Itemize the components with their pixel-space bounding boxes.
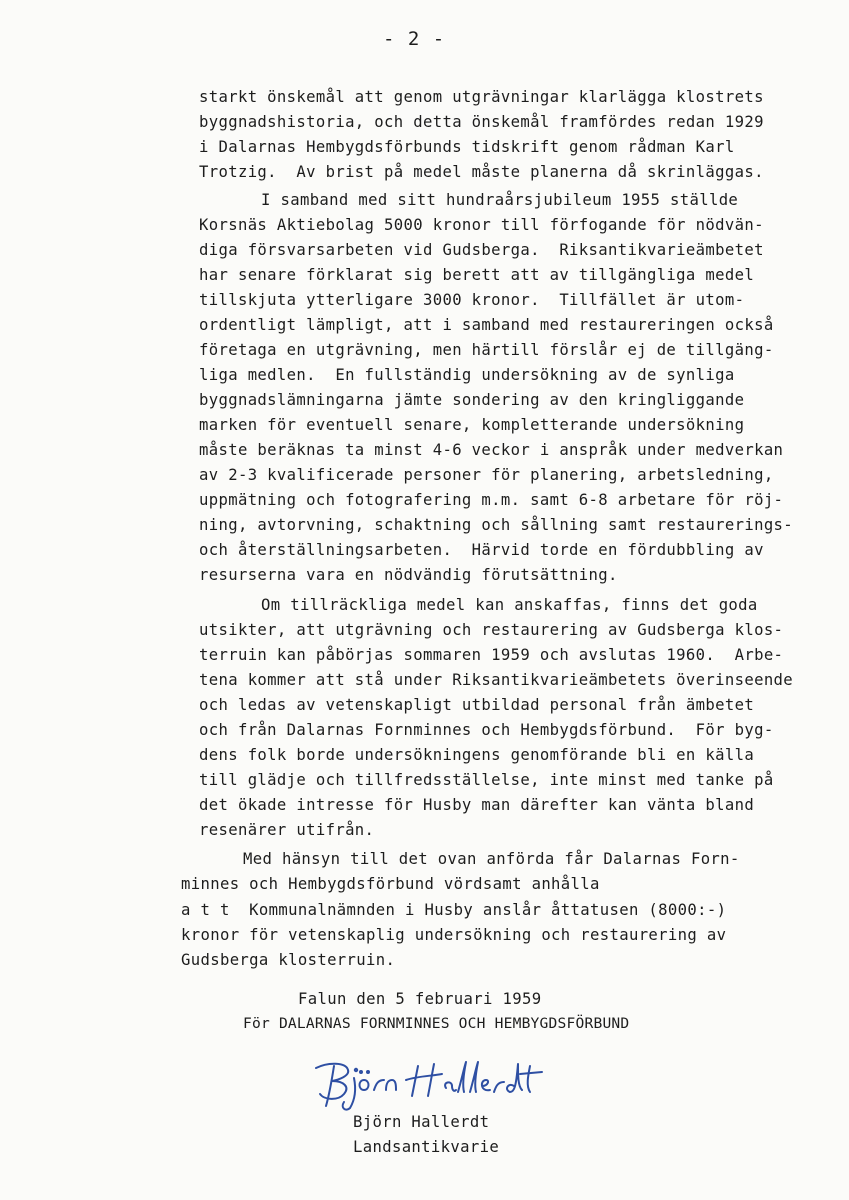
signer-name: Björn Hallerdt (353, 1113, 490, 1131)
body-line: byggnadslämningarna jämte sondering av den kringliggande (199, 391, 745, 409)
body-line: i Dalarnas Hembygdsförbunds tidskrift genom rådman Karl (199, 138, 735, 156)
body-line: till glädje och tillfredsställelse, inte minst med tanke på (199, 771, 774, 789)
signer-title: Landsantikvarie (353, 1138, 500, 1156)
body-line: dens folk borde undersökningens genomförande bli en källa (199, 746, 755, 764)
body-line: av 2-3 kvalificerade personer för planering, arbetsledning, (199, 466, 774, 484)
body-line: tillskjuta ytterligare 3000 kronor. Tillfället är utom- (199, 291, 745, 309)
body-line: terruin kan påbörjas sommaren 1959 och avslutas 1960. Arbe- (199, 646, 784, 664)
body-line: resenärer utifrån. (199, 821, 375, 839)
page-number: - 2 - (383, 28, 446, 50)
organization-line: För DALARNAS FORNMINNES OCH HEMBYGDSFÖRBUND (243, 1015, 630, 1032)
body-line: byggnadshistoria, och detta önskemål framfördes redan 1929 (199, 113, 764, 131)
body-line: liga medlen. En fullständig undersökning av de synliga (199, 366, 735, 384)
body-line: ning, avtorvning, schaktning och sållning samt restaurerings- (199, 516, 794, 534)
body-line: Korsnäs Aktiebolag 5000 kronor till förfogande för nödvän- (199, 216, 764, 234)
body-line: och från Dalarnas Fornminnes och Hembygdsförbund. För byg- (199, 721, 774, 739)
body-line: måste beräknas ta minst 4-6 veckor i anspråk under medverkan (199, 441, 784, 459)
body-line: kronor för vetenskaplig undersökning och restaurering av (181, 926, 727, 944)
handwritten-signature (306, 1054, 556, 1112)
body-line: har senare förklarat sig berett att av tillgängliga medel (199, 266, 755, 284)
body-line: starkt önskemål att genom utgrävningar klarlägga klostrets (199, 88, 764, 106)
body-line: resurserna vara en nödvändig förutsättning. (199, 566, 618, 584)
body-line: uppmätning och fotografering m.m. samt 6-8 arbetare för röj- (199, 491, 784, 509)
body-line: Om tillräckliga medel kan anskaffas, finns det goda (261, 596, 758, 614)
body-line: Gudsberga klosterruin. (181, 951, 396, 969)
body-line: ordentligt lämpligt, att i samband med restaureringen också (199, 316, 774, 334)
body-line: företaga en utgrävning, men härtill förslår ej de tillgäng- (199, 341, 774, 359)
body-line: Med hänsyn till det ovan anförda får Dalarnas Forn- (243, 850, 740, 868)
body-line: minnes och Hembygdsförbund vördsamt anhålla (181, 875, 600, 893)
body-line: och ledas av vetenskapligt utbildad personal från ämbetet (199, 696, 755, 714)
body-line: tena kommer att stå under Riksantikvarieämbetets överinseende (199, 671, 794, 689)
body-line: marken för eventuell senare, kompletterande undersökning (199, 416, 745, 434)
body-line: det ökade intresse för Husby man därefter kan vänta bland (199, 796, 755, 814)
body-line: och återställningsarbeten. Härvid torde en fördubbling av (199, 541, 764, 559)
body-line: diga försvarsarbeten vid Gudsberga. Riksantikvarieämbetet (199, 241, 764, 259)
body-line: utsikter, att utgrävning och restaurering av Gudsberga klos- (199, 621, 784, 639)
body-line: a t t Kommunalnämnden i Husby anslår åttatusen (8000:-) (181, 901, 727, 919)
body-line: I samband med sitt hundraårsjubileum 1955 ställde (261, 191, 739, 209)
date-line: Falun den 5 februari 1959 (298, 990, 542, 1008)
body-line: Trotzig. Av brist på medel måste planerna då skrinläggas. (199, 163, 764, 181)
